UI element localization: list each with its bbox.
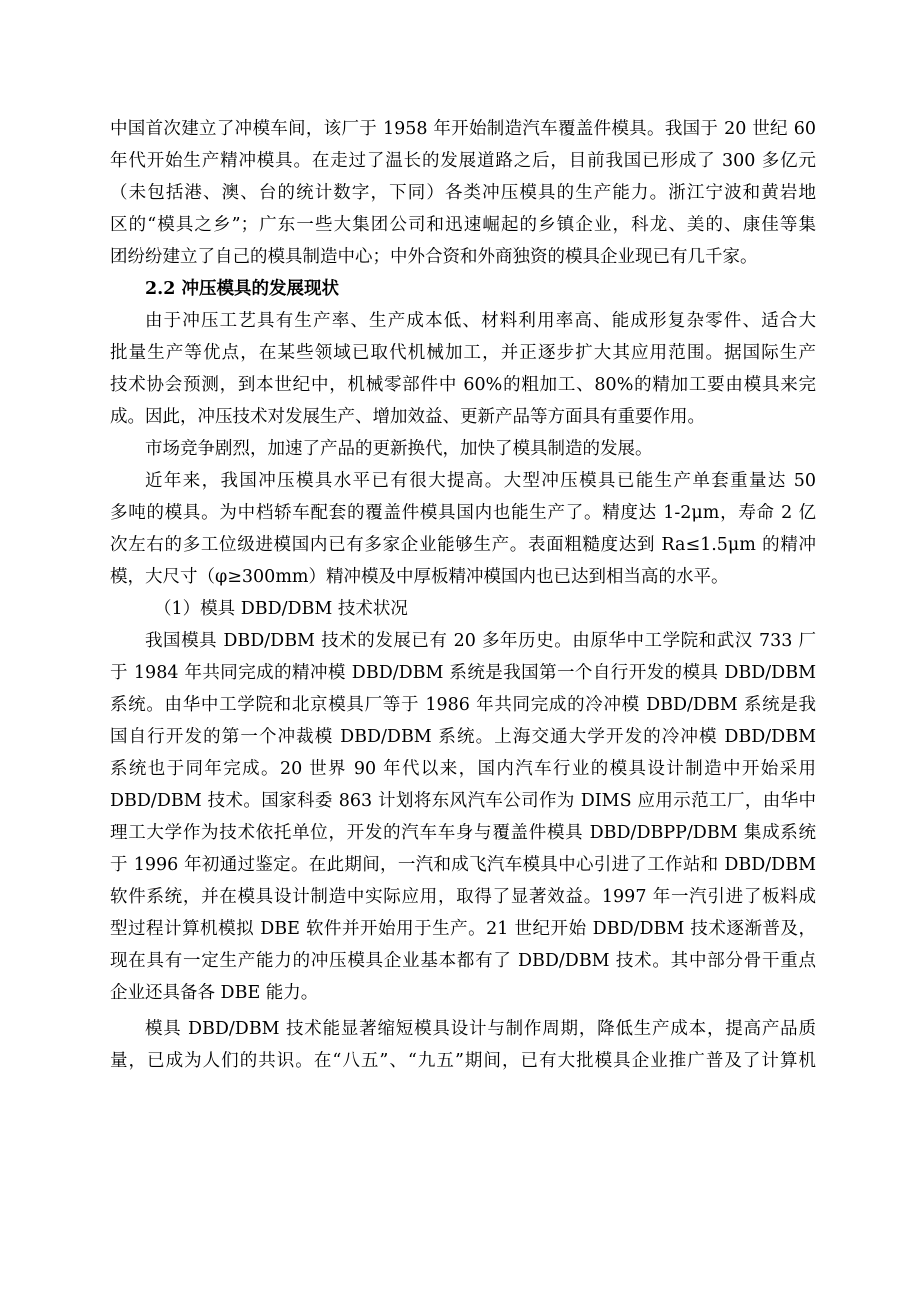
text-line: 多吨的模具。为中档轿车配套的覆盖件模具国内也能生产了。精度达 1-2μm，寿命 2 亿: [110, 503, 816, 523]
text-line: 于 1996 年初通过鉴定。在此期间，一汽和成飞汽车模具中心引进了工作站和 DBD/DBM: [110, 855, 816, 875]
text-line: 批量生产等优点，在某些领域已取代机械加工，并正逐步扩大其应用范围。据国际生产: [110, 343, 816, 363]
text-line: 模具 DBD/DBM 技术能显著缩短模具设计与制作周期，降低生产成本，提高产品质: [145, 1019, 816, 1039]
text-line: 于 1984 年共同完成的精冲模 DBD/DBM 系统是我国第一个自行开发的模具 DBD/DBM: [110, 663, 816, 683]
text-line: （未包括港、澳、台的统计数字，下同）各类冲压模具的生产能力。浙江宁波和黄岩地: [110, 183, 816, 203]
text-line: DBD/DBM 技术。国家科委 863 计划将东风汽车公司作为 DIMS 应用示范工厂，由华中: [110, 791, 816, 811]
text-line: 系统。由华中工学院和北京模具厂等于 1986 年共同完成的冷冲模 DBD/DBM 系统是我: [110, 695, 816, 715]
text-line: 中国首次建立了冲模车间，该厂于 1958 年开始制造汽车覆盖件模具。我国于 20 世纪 60: [110, 119, 816, 139]
document-body: [110, 113, 816, 1077]
text-line: 市场竞争剧烈，加速了产品的更新换代，加快了模具制造的发展。: [145, 439, 653, 459]
text-line: 次左右的多工位级进模国内已有多家企业能够生产。表面粗糙度达到 Ra≤1.5μm 的精冲: [110, 535, 816, 555]
text-line: 国自行开发的第一个冲裁模 DBD/DBM 系统。上海交通大学开发的冷冲模 DBD/DBM: [110, 727, 816, 747]
text-line: 企业还具备各 DBE 能力。: [110, 983, 319, 1003]
text-line: 型过程计算机模拟 DBE 软件并开始用于生产。21 世纪开始 DBD/DBM 技术逐渐普及，: [110, 919, 816, 939]
section-heading: 2.2 冲压模具的发展现状: [145, 279, 340, 299]
text-line: 模，大尺寸（φ≥300mm）精冲模及中厚板精冲模国内也已达到相当高的水平。: [110, 567, 729, 587]
text-line: 我国模具 DBD/DBM 技术的发展已有 20 多年历史。由原华中工学院和武汉 733 厂: [145, 631, 816, 651]
text-line: 年代开始生产精冲模具。在走过了温长的发展道路之后，目前我国已形成了 300 多亿元: [110, 151, 816, 171]
text-line: 由于冲压工艺具有生产率、生产成本低、材料利用率高、能成形复杂零件、适合大: [145, 311, 816, 331]
subsection-heading: （1）模具 DBD/DBM 技术状况: [154, 599, 408, 619]
text-line: 系统也于同年完成。20 世界 90 年代以来，国内汽车行业的模具设计制造中开始采用: [110, 759, 816, 779]
text-line: 理工大学作为技术依托单位，开发的汽车车身与覆盖件模具 DBD/DBPP/DBM 集成系统: [110, 823, 816, 843]
text-line: 团纷纷建立了自己的模具制造中心；中外合资和外商独资的模具企业现已有几千家。: [110, 247, 758, 267]
text-line: 区的“模具之乡”；广东一些大集团公司和迅速崛起的乡镇企业，科龙、美的、康佳等集: [110, 215, 816, 235]
text-line: 软件系统，并在模具设计制造中实际应用，取得了显著效益。1997 年一汽引进了板料成: [110, 887, 816, 907]
text-line: 成。因此，冲压技术对发展生产、增加效益、更新产品等方面具有重要作用。: [110, 407, 705, 427]
text-line: 技术协会预测，到本世纪中，机械零部件中 60%的粗加工、80%的精加工要由模具来完: [110, 375, 816, 395]
text-line: 量，已成为人们的共识。在“八五”、“九五”期间，已有大批模具企业推广普及了计算机: [110, 1051, 816, 1071]
text-line: 现在具有一定生产能力的冲压模具企业基本都有了 DBD/DBM 技术。其中部分骨干重点: [110, 951, 816, 971]
text-line: 近年来，我国冲压模具水平已有很大提高。大型冲压模具已能生产单套重量达 50: [145, 471, 816, 491]
